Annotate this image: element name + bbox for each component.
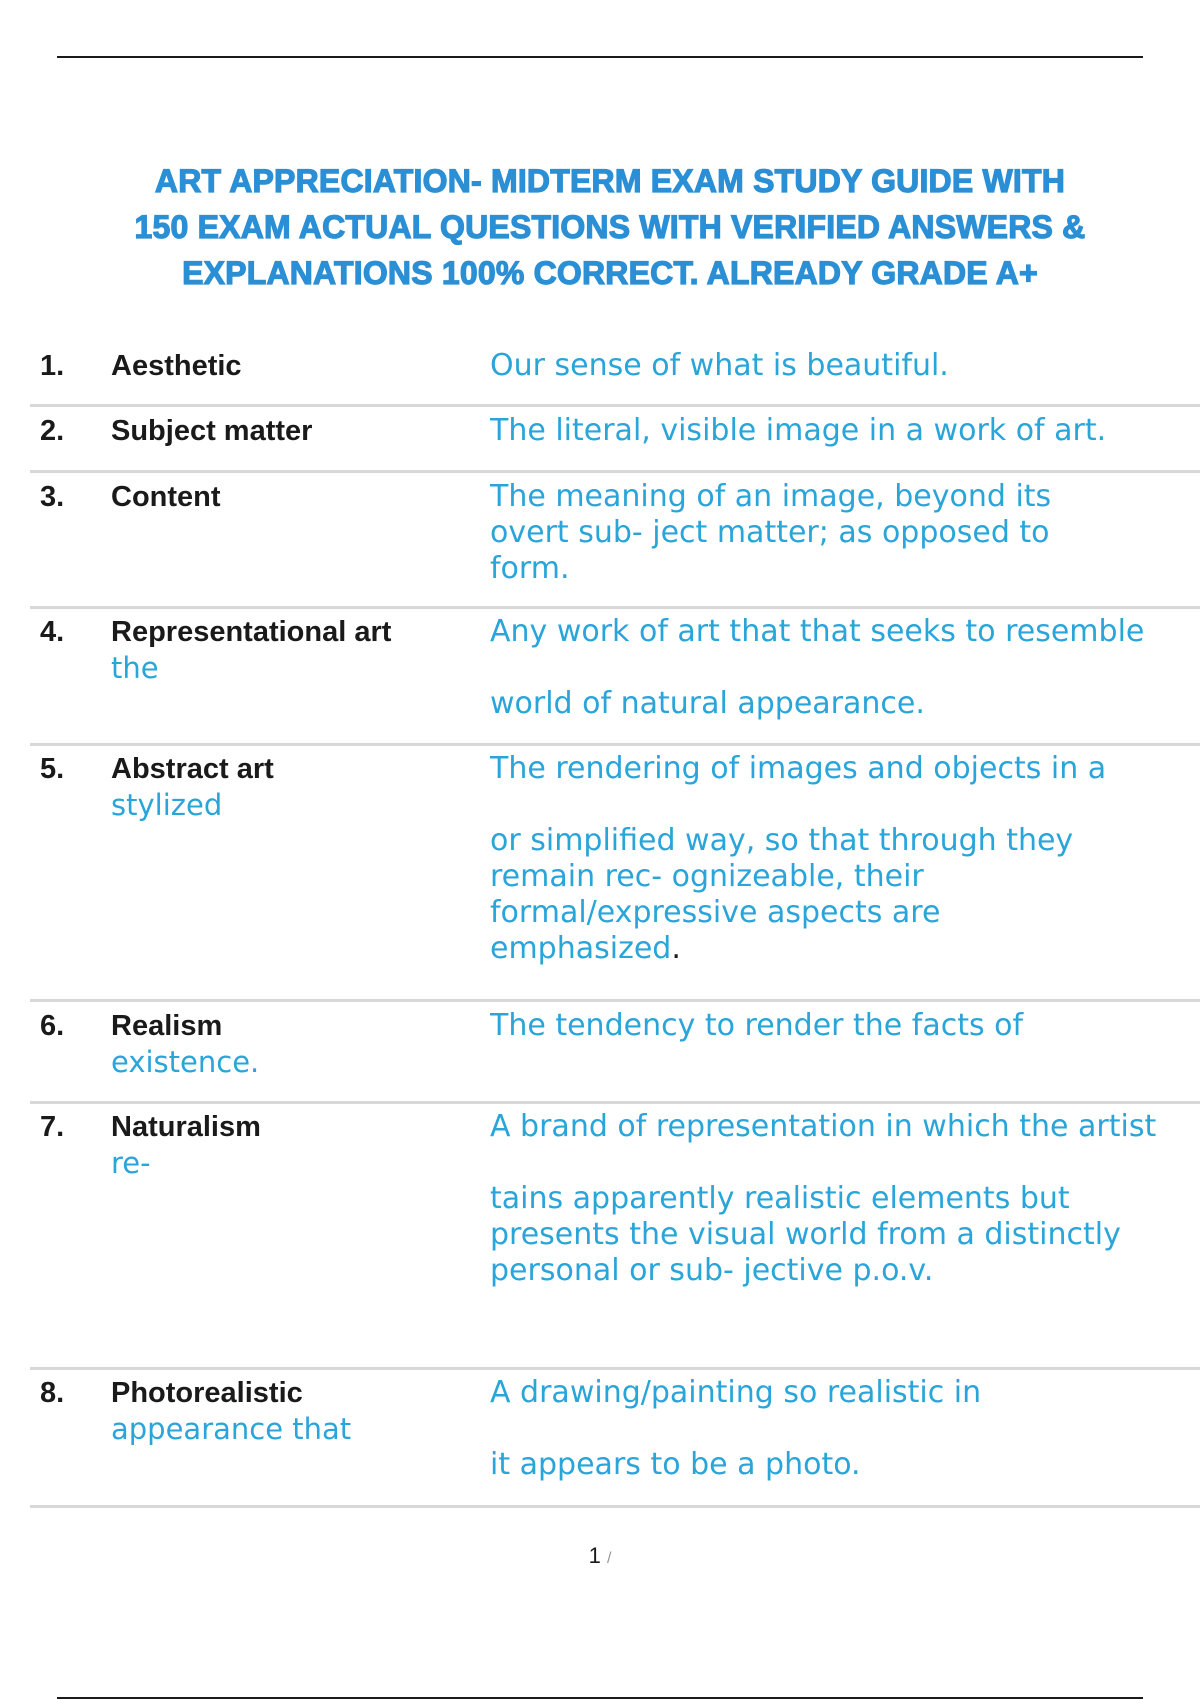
item-term-continuation: the (111, 651, 159, 685)
item-term: Naturalism (111, 1111, 261, 1143)
item-term: Content (111, 481, 221, 513)
item-number: 8. (40, 1377, 65, 1409)
definition-line: Our sense of what is beautiful. (490, 348, 949, 383)
definition-line: The rendering of images and objects in a (490, 751, 1107, 786)
definition-gap (490, 1145, 1200, 1181)
item-definition (490, 1375, 1200, 1483)
page-number-suffix: / (606, 1550, 612, 1567)
page-number (0, 1543, 1200, 1569)
glossary-row-8 (30, 1375, 1200, 1508)
glossary-row-6 (30, 1008, 1200, 1104)
glossary-row-5 (30, 751, 1200, 1002)
definition-line: world of natural appearance. (490, 686, 925, 721)
item-term: Representational art (111, 616, 392, 648)
definition-gap (490, 787, 1200, 823)
item-definition (490, 1109, 1200, 1289)
glossary-row-7 (30, 1109, 1200, 1370)
item-definition (490, 348, 1200, 384)
row-separator (30, 606, 1200, 609)
definition-line: A brand of representation in which the artist (490, 1109, 1157, 1144)
definition-line: The literal, visible image in a work of art. (490, 413, 1107, 448)
item-term-continuation: appearance that (111, 1412, 352, 1446)
definition-period: . (671, 931, 681, 966)
definition-line: remain rec- ognizeable, their (490, 859, 924, 894)
item-definition (490, 751, 1200, 967)
item-term-continuation: re- (111, 1146, 151, 1180)
row-separator (30, 404, 1200, 407)
definition-line: The tendency to render the facts of (490, 1008, 1024, 1043)
row-separator (30, 1367, 1200, 1370)
document-title (60, 158, 1160, 296)
definition-line: Any work of art that that seeks to resemble (490, 614, 1145, 649)
row-separator (30, 1505, 1200, 1508)
item-number: 3. (40, 481, 65, 513)
row-separator (30, 743, 1200, 746)
definition-line: form. (490, 551, 570, 586)
definition-line: The meaning of an image, beyond its (490, 479, 1052, 514)
definition-gap (490, 650, 1200, 686)
definition-line: or simplified way, so that through they (490, 823, 1074, 858)
top-rule (57, 56, 1143, 58)
row-separator (30, 999, 1200, 1002)
definition-line: A drawing/painting so realistic in (490, 1375, 982, 1410)
item-number: 5. (40, 753, 65, 785)
page-number-value: 1 (588, 1543, 601, 1568)
definition-last-word: emphasized (490, 931, 672, 966)
item-term: Aesthetic (111, 350, 242, 382)
title-line-1: ART APPRECIATION- MIDTERM EXAM STUDY GUIDE WITH (154, 163, 1066, 199)
item-number: 4. (40, 616, 65, 648)
item-term: Photorealistic (111, 1377, 303, 1409)
glossary-row-3 (30, 479, 1200, 609)
item-number: 2. (40, 415, 65, 447)
row-separator (30, 1101, 1200, 1104)
glossary-row-1 (30, 348, 1200, 407)
item-number: 1. (40, 350, 65, 382)
row-separator (30, 470, 1200, 473)
glossary-row-4 (30, 614, 1200, 746)
item-number: 7. (40, 1111, 65, 1143)
definition-line: overt sub- ject matter; as opposed to (490, 515, 1050, 550)
item-definition (490, 1008, 1200, 1044)
item-term: Abstract art (111, 753, 274, 785)
glossary-row-2 (30, 413, 1200, 473)
bottom-rule (57, 1697, 1143, 1699)
definition-line-last (490, 931, 1200, 967)
definition-line: formal/expressive aspects are (490, 895, 941, 930)
definition-line: it appears to be a photo. (490, 1447, 861, 1482)
item-term-continuation: existence. (111, 1045, 260, 1079)
item-definition (490, 479, 1200, 587)
item-term: Subject matter (111, 415, 313, 447)
item-definition (490, 413, 1200, 449)
definition-gap (490, 1411, 1200, 1447)
item-number: 6. (40, 1010, 65, 1042)
title-line-2: 150 EXAM ACTUAL QUESTIONS WITH VERIFIED ANSWERS & (134, 209, 1086, 245)
definition-line: tains apparently realistic elements but (490, 1181, 1070, 1216)
item-term-continuation: stylized (111, 788, 223, 822)
item-definition (490, 614, 1200, 722)
item-term: Realism (111, 1010, 223, 1042)
title-line-3: EXPLANATIONS 100% CORRECT. ALREADY GRADE A+ (182, 255, 1038, 291)
definition-line: personal or sub- jective p.o.v. (490, 1253, 934, 1288)
definition-line: presents the visual world from a distinctly (490, 1217, 1121, 1252)
